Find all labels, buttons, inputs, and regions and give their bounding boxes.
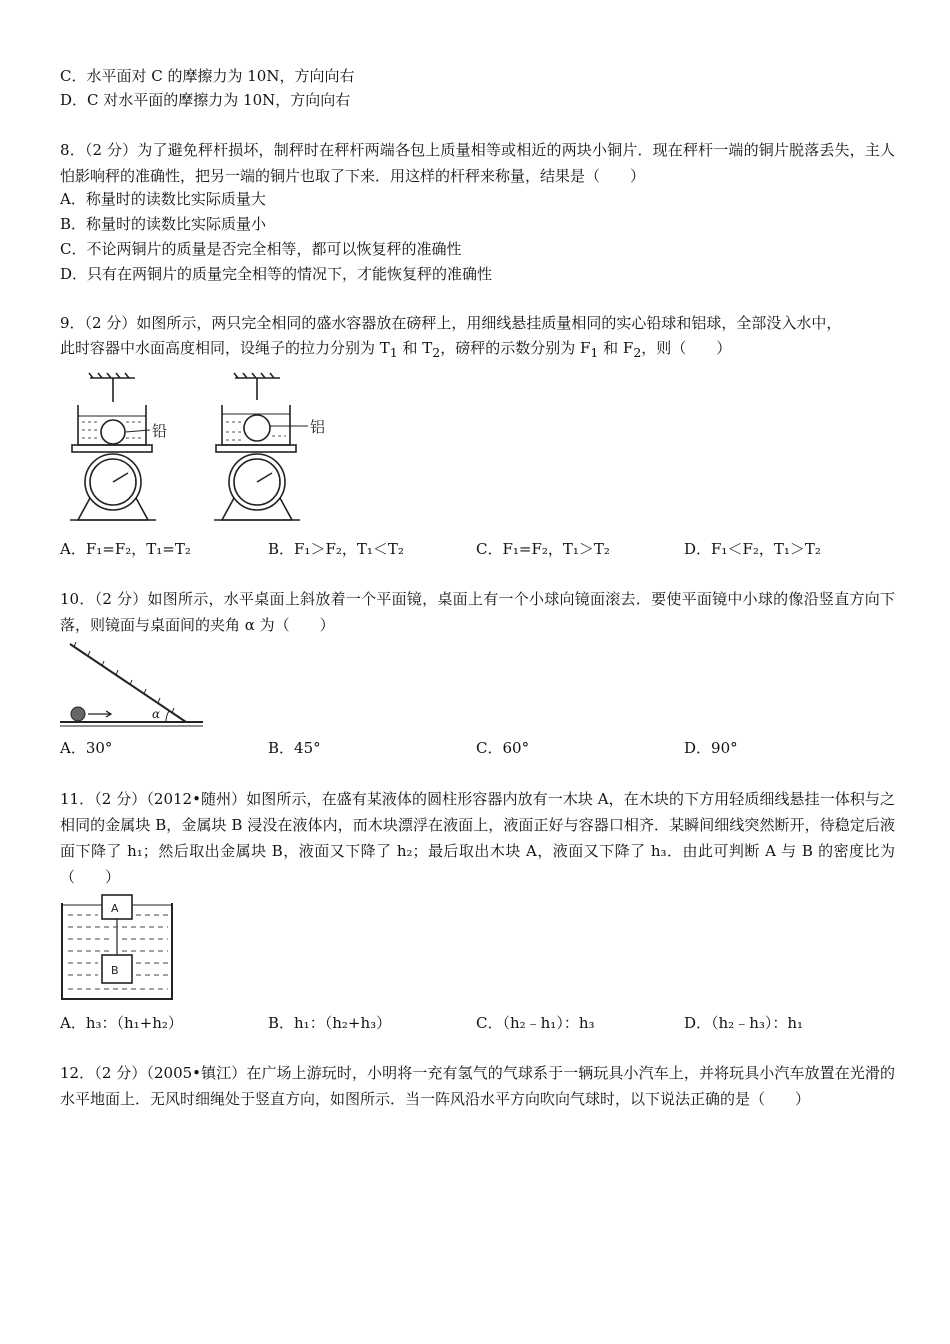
q10-option-c: C．60°	[476, 739, 530, 757]
q10-option-a: A．30°	[60, 739, 113, 757]
q11-option-a: A．h₃：（h₁+h₂）	[60, 1014, 183, 1032]
q9-label-lead: 铅	[152, 422, 168, 440]
q9-stem-line2: 此时容器中水面高度相同，设绳子的拉力分别为 $T_1$ 和 $T_2$，磅秤的示数分别为 $F_1$ 和 $F_2$，则（ ）	[60, 339, 732, 360]
q11-label-block-b: B	[111, 964, 119, 977]
q9-label-aluminum: 铝	[310, 418, 326, 436]
q9-stem-line1: 9．（2 分）如图所示，两只完全相同的盛水容器放在磅秤上，用细线悬挂质量相同的实心铅球和铝球，全部没入水中，	[60, 314, 842, 332]
q9-option-b: B．F₁＞F₂，T₁＜T₂	[268, 540, 404, 558]
q11-option-c: C．（h₂﹣h₁）：h₃	[476, 1014, 595, 1032]
q11-label-block-a: A	[111, 902, 119, 915]
q11-options	[60, 1011, 895, 1035]
q7-option-c: C．水平面对 C 的摩擦力为 10N，方向向右	[60, 67, 355, 85]
q9-figure-scales	[60, 370, 360, 535]
q12-stem: 12．（2 分）（2005•镇江）在广场上游玩时，小明将一充有氢气的气球系于一辆玩具小汽车上，并将玩具小汽车放置在光滑的水平地面上．无风时细绳处于竖直方向，如图所示．当一阵风沿水平方向吹向气球时，以下说法正确的是（ ）	[60, 1064, 895, 1108]
q9-option-a: A．F₁=F₂，T₁=T₂	[60, 540, 191, 558]
q10-figure-mirror	[58, 642, 208, 732]
q9-option-c: C．F₁=F₂，T₁＞T₂	[476, 540, 610, 558]
q11-stem: 11．（2 分）（2012•随州）如图所示，在盛有某液体的圆柱形容器内放有一木块 A，在木块的下方用轻质细线悬挂一体积与之相同的金属块 B，金属块 B 浸没在液体内，而木块漂浮在液面上，液面正好与容器口相齐．某瞬间细线突然断开，待稳定后液面下降了 h₁；然后取出金属块 B，液面又下降了 h₂；最后取出木块 A，液面又下降了 h₃．由此可判断 A 与 B 的密度比为（ ）	[60, 790, 895, 886]
q8-option-a: A．称量时的读数比实际质量大	[60, 190, 266, 208]
q8-option-d: D．只有在两铜片的质量完全相等的情况下，才能恢复秤的准确性	[60, 265, 493, 283]
q11-figure-container	[58, 893, 178, 1005]
q11-option-b: B．h₁：（h₂+h₃）	[268, 1014, 392, 1032]
q10-label-alpha: α	[152, 707, 161, 721]
q10-options	[60, 736, 895, 760]
q10-option-d: D．90°	[684, 739, 738, 757]
q8-stem: 8．（2 分）为了避免秤杆损坏，制秤时在秤杆两端各包上质量相等或相近的两块小铜片．现在秤杆一端的铜片脱落丢失，主人怕影响秤的准确性，把另一端的铜片也取了下来．用这样的杆秤来称量，结果是（ ）	[60, 141, 895, 185]
q8-option-b: B．称量时的读数比实际质量小	[60, 215, 267, 233]
q11-option-d: D．（h₂﹣h₃）：h₁	[684, 1014, 804, 1032]
q9-option-d: D．F₁＜F₂，T₁＞T₂	[684, 540, 821, 558]
q7-option-d: D．C 对水平面的摩擦力为 10N，方向向右	[60, 91, 351, 109]
q8-option-c: C．不论两铜片的质量是否完全相等，都可以恢复秤的准确性	[60, 240, 462, 258]
q9-options	[60, 537, 895, 561]
q10-option-b: B．45°	[268, 739, 321, 757]
q10-stem: 10．（2 分）如图所示，水平桌面上斜放着一个平面镜，桌面上有一个小球向镜面滚去．要使平面镜中小球的像沿竖直方向下落，则镜面与桌面间的夹角 α 为（ ）	[60, 590, 895, 634]
